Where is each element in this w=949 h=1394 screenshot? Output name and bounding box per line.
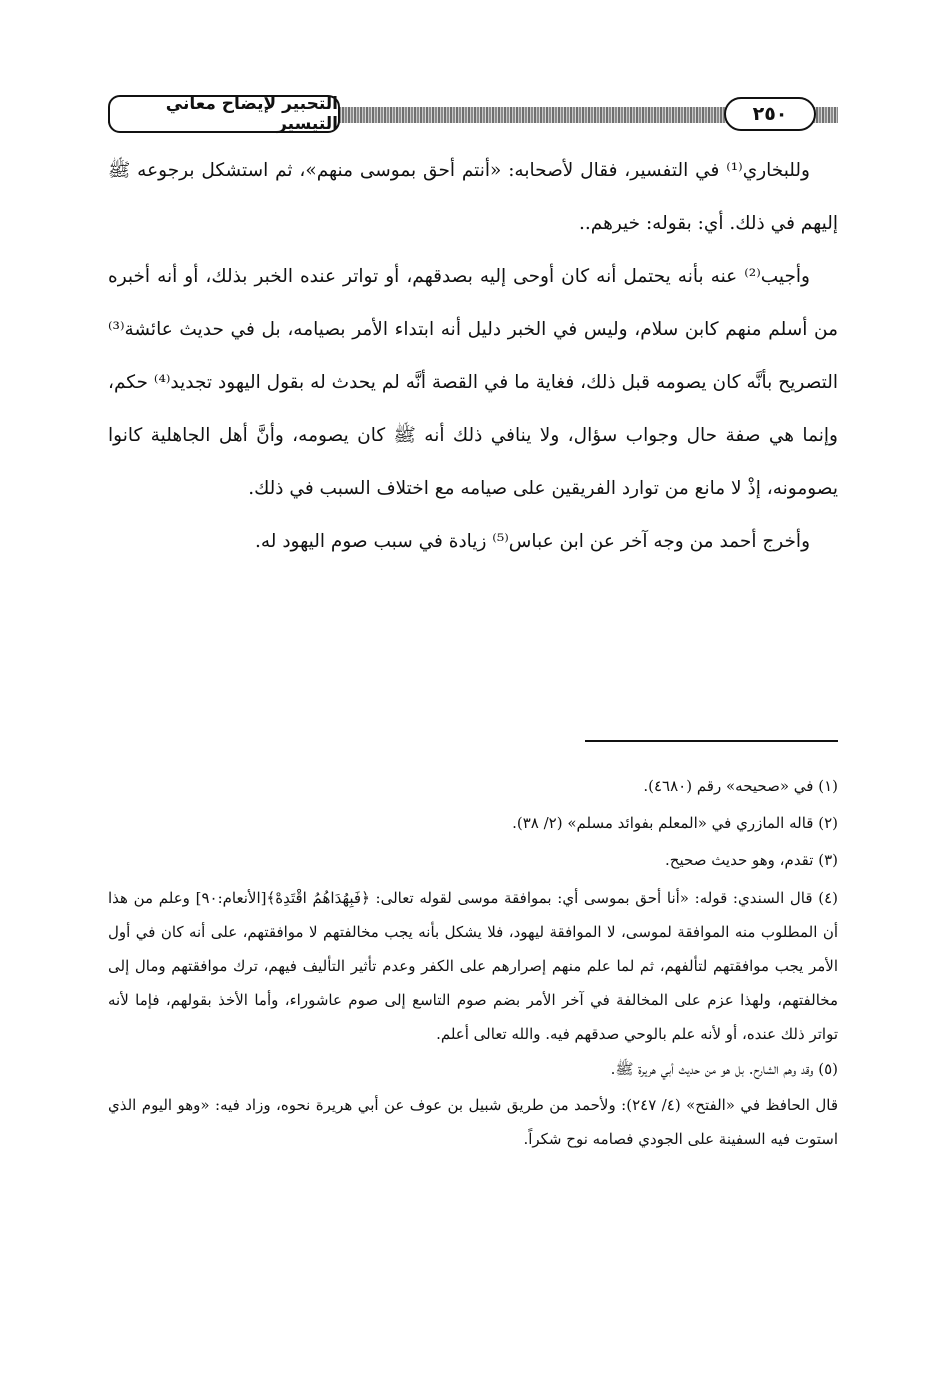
footnote-separator	[585, 740, 838, 742]
footnote-item: (٣) تقدم، وهو حديث صحيح.	[665, 851, 838, 869]
paragraph: وللبخاري⁽¹⁾ في التفسير، فقال لأصحابه: «أنتم أحق بموسى منهم»، ثم استشكل برجوعه ﷺ إليهم في ذلك. أي: بقوله: خيرهم..	[108, 160, 838, 234]
footnote-item: (٤) قال السندي: قوله: «أنا أحق بموسى أي: بموافقة موسى لقوله تعالى: ﴿فَبِهُدَاهُمُ اقْتَدِهْ﴾[الأنعام:٩٠] وعلم من هذا أن المطلوب منه الموافقة لموسى، لا الموافقة ليهود، فلا يشكل بأنه يجب مخالفتهم لا موافقتهم، على أنه كان في أول الأمر يجب موافقتهم لتألفهم، ثم لما علم منهم إصرارهم على الكفر وعدم تأثير التأليف فيهم، ترك موافقتهم ومال إلى مخالفتهم، ولهذا عزم على المخالفة في آخر الأمر بضم صوم التاسع إلى صوم عاشوراء، وأما الأخذ بقولهم، فإما لأنه تواتر ذلك عنده، أو لأنه علم بالوحي صدقهم فيه. والله تعالى أعلم.	[108, 889, 838, 1043]
paragraph: وأجيب⁽²⁾ عنه بأنه يحتمل أنه كان أوحى إليه بصدقهم، أو تواتر عنده الخبر بذلك، أو أنه أخبره من أسلم منهم كابن سلام، وليس في الخبر دليل أنه ابتداء الأمر بصيامه، بل في حديث عائشة⁽³⁾ التصريح بأنَّه كان يصومه قبل ذلك، فغاية ما في القصة أنَّه لم يحدث له بقول اليهود تجديد⁽⁴⁾ حكم، وإنما هي صفة حال وجواب سؤال، ولا ينافي ذلك أنه ﷺ كان يصومه، وأنَّ أهل الجاهلية كانوا يصومونه، إذْ لا مانع من توارد الفريقين على صيامه مع اختلاف السبب في ذلك.	[108, 266, 838, 499]
footnote-item: (٢) قاله المازري في «المعلم بفوائد مسلم» (٢/ ٣٨).	[512, 814, 838, 832]
page-number: ٢٥٠	[752, 103, 788, 125]
footnotes	[108, 768, 838, 1156]
page-number-frame	[724, 97, 816, 131]
footnote-item: قال الحافظ في «الفتح» (٤/ ٢٤٧): ولأحمد من طريق شبيل بن عوف عن أبي هريرة نحوه، وزاد فيه: «وهو اليوم الذي استوت فيه السفينة على الجودي فصامه نوح شكراً.	[108, 1096, 838, 1148]
running-header	[108, 95, 838, 135]
footnote-item: (٥) وقد وهم الشارح. بل هو من حديث أبي هريرة ﷺ.	[610, 1060, 838, 1078]
main-text	[108, 144, 838, 568]
paragraph: وأخرج أحمد من وجه آخر عن ابن عباس⁽⁵⁾ زيادة في سبب صوم اليهود له.	[255, 531, 810, 552]
book-title-frame	[108, 95, 340, 133]
book-title: التحبير لإيضاح معاني التيسير	[165, 94, 338, 134]
footnote-item: (١) في «صحيحه» رقم (٤٦٨٠).	[643, 777, 838, 795]
